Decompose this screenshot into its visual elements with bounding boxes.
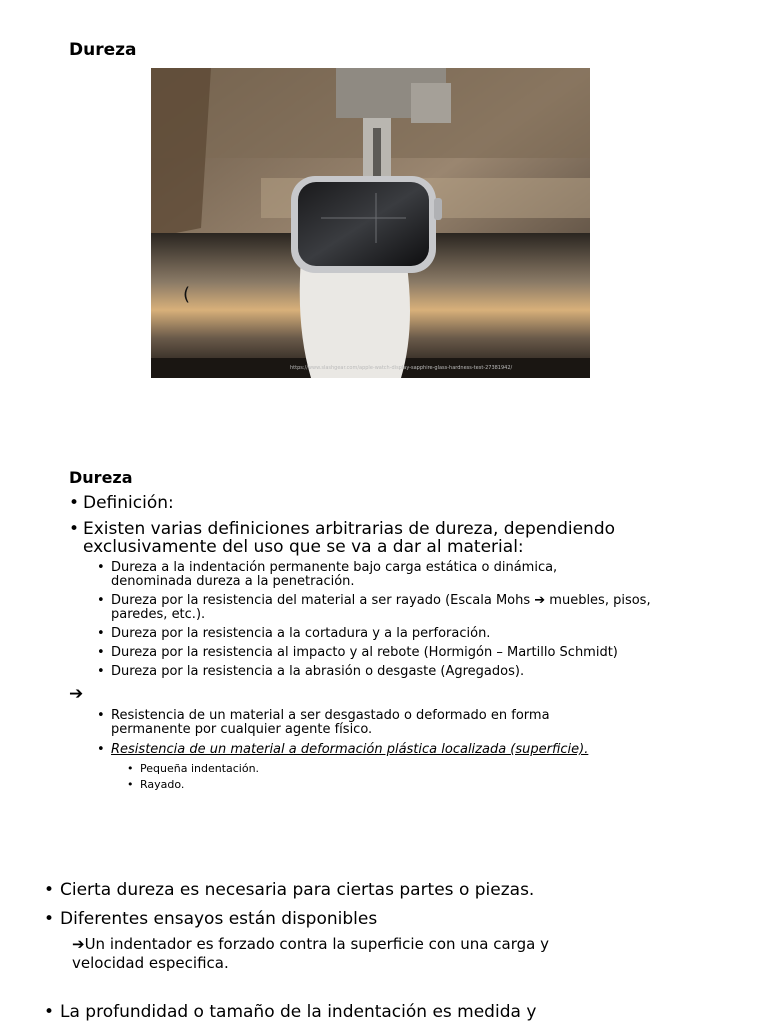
list-item: • Existen varias definiciones arbitrarias de dureza, dependiendo exclusivamente del uso que se va a dar al material: — [69, 519, 616, 557]
bullet: • — [127, 762, 134, 775]
image-source-url: https://www.slashgear.com/apple-watch-display-sapphire-glass-hardness-test-27381942/ — [290, 365, 513, 371]
sub-list-item: • Dureza por la resistencia a la cortadura y a la perforación. — [97, 626, 491, 641]
bullet: • — [44, 909, 55, 929]
sub-list-item: • Dureza por la resistencia del material a ser rayado (Escala Mohs ➔ muebles, pisos, paredes, etc.). — [97, 593, 651, 622]
hardness-test-photo — [151, 68, 590, 378]
list-item: • Definición: — [69, 493, 174, 513]
bullet: • — [69, 493, 80, 513]
bullet: • — [97, 560, 105, 575]
arrow-sub-item: ➔Un indentador es forzado contra la superficie con una carga y velocidad especifica. — [72, 935, 549, 972]
bullet: • — [97, 664, 105, 679]
sub-sub-list-item: • Rayado. — [127, 778, 185, 791]
list-item: • Diferentes ensayos están disponibles — [44, 909, 378, 929]
image-mark: ( — [183, 284, 191, 305]
bullet: • — [97, 708, 105, 723]
list-item: • La profundidad o tamaño de la indentación es medida y — [44, 1002, 537, 1022]
bullet: • — [97, 593, 105, 608]
bullet: • — [97, 742, 105, 757]
bullet: • — [44, 1002, 55, 1022]
arrow-icon: ➔ — [69, 684, 84, 704]
sub-list-item: • Dureza a la indentación permanente bajo carga estática o dinámica, denominada dureza a la penetración. — [97, 560, 558, 589]
sub-list-item: • Resistencia de un material a ser desgastado o deformado en forma permanente por cualquier agente físico. — [97, 708, 550, 737]
bullet: • — [69, 519, 80, 539]
sub-sub-list-item: • Pequeña indentación. — [127, 762, 260, 775]
bullet: • — [97, 626, 105, 641]
list-item: • Cierta dureza es necesaria para ciertas partes o piezas. — [44, 880, 535, 900]
section-title: Dureza — [69, 468, 133, 487]
sub-list-item: • Resistencia de un material a deformación plástica localizada (superficie). — [97, 742, 589, 757]
sub-list-item: • Dureza por la resistencia a la abrasión o desgaste (Agregados). — [97, 664, 525, 679]
bullet: • — [44, 880, 55, 900]
bullet: • — [127, 778, 134, 791]
bullet: • — [97, 645, 105, 660]
slide-title: Dureza — [69, 40, 137, 60]
sub-list-item: • Dureza por la resistencia al impacto y al rebote (Hormigón – Martillo Schmidt) — [97, 645, 618, 660]
